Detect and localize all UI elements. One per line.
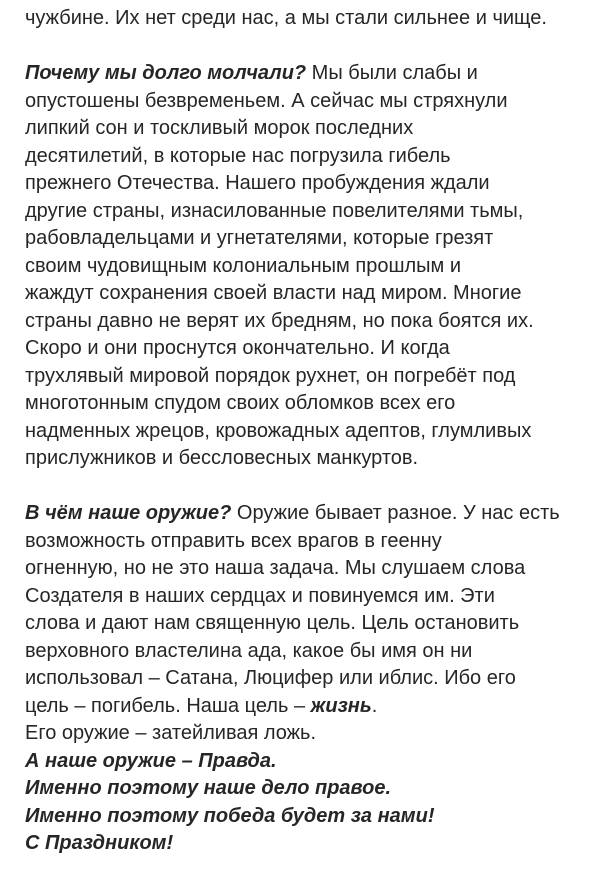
paragraph-2-line: прежнего Отечества. Нашего пробуждения ждали bbox=[25, 172, 490, 194]
goal-line bbox=[25, 693, 582, 721]
paragraph-3-line: огненную, но не это наша задача. Мы слушаем слова bbox=[25, 557, 526, 579]
paragraph-2-line: страны давно не верят их бредням, но пока боятся их. bbox=[25, 309, 534, 332]
paragraph-2-line: десятилетий, в которые нас погрузила гибель bbox=[25, 144, 451, 167]
paragraph-1-last-line: чужбине. Их нет среди нас, а мы стали сильнее и чище. bbox=[25, 7, 547, 29]
paragraph-2-line: Скоро и они проснутся окончательно. И когда bbox=[25, 337, 450, 359]
slogan-line: Именно поэтому наше дело правое. bbox=[25, 777, 392, 799]
slogan-line: Именно поэтому победа будет за нами! bbox=[25, 804, 435, 827]
slogan-line: А наше оружие – Правда. bbox=[25, 749, 277, 772]
paragraph-2-line: надменных жрецов, кровожадных адептов, глумливых bbox=[25, 419, 532, 442]
paragraph-2-lead-rest: Мы были слабы и bbox=[306, 62, 478, 84]
paragraph-3-line: верховного властелина ада, какое бы имя он ни bbox=[25, 639, 473, 662]
paragraph-2-line: другие страны, изнасилованные повелителями тьмы, bbox=[25, 199, 524, 222]
paragraph-2-line: своим чудовищным колониальным прошлым и bbox=[25, 254, 462, 277]
paragraph-break bbox=[25, 33, 582, 61]
paragraph-2-line: липкий сон и тоскливый морок последних bbox=[25, 117, 414, 139]
paragraph-3-line: Создателя в наших сердцах и повинуемся им. Эти bbox=[25, 584, 495, 607]
paragraph-3-question: В чём наше оружие? bbox=[25, 502, 232, 524]
paragraph-3-line: возможность отправить всех врагов в геенну bbox=[25, 529, 442, 552]
paragraph-2-question: Почему мы долго молчали? bbox=[25, 62, 307, 84]
paragraph-break bbox=[25, 473, 582, 501]
goal-line-prefix: цель – погибель. Наша цель – bbox=[25, 694, 311, 717]
paragraph-3-body bbox=[25, 528, 582, 693]
paragraph-2-line: прислужников и бессловесных манкуртов. bbox=[25, 447, 419, 469]
paragraph-2-body bbox=[25, 88, 582, 473]
slogan-lines bbox=[25, 748, 582, 858]
paragraph-3-lead-rest: Оружие бывает разное. У нас есть bbox=[231, 502, 560, 524]
paragraph-2-line: многотонным спудом своих обломков всех его bbox=[25, 392, 456, 414]
paragraph-3-line: использовал – Сатана, Люцифер или иблис. Ибо его bbox=[25, 667, 516, 689]
paragraph-2-lead-line bbox=[25, 60, 582, 88]
goal-line-emphasis: жизнь bbox=[310, 694, 372, 717]
paragraph-2-line: жаждут сохранения своей власти над миром. Многие bbox=[25, 282, 522, 304]
paragraph-2-line: трухлявый мировой порядок рухнет, он погребёт под bbox=[25, 364, 516, 387]
paragraph-3-line: слова и дают нам священную цель. Цель остановить bbox=[25, 612, 520, 634]
slogan-line: С Праздником! bbox=[25, 832, 174, 854]
weapon-line: Его оружие – затейливая ложь. bbox=[25, 722, 317, 744]
paragraph-2-line: рабовладельцами и угнетателями, которые грезят bbox=[25, 227, 494, 249]
paragraph-3-lead-line bbox=[25, 500, 582, 528]
goal-line-suffix: . bbox=[371, 694, 378, 717]
paragraph-2-line: опустошены безвременьем. А сейчас мы стряхнули bbox=[25, 89, 508, 112]
